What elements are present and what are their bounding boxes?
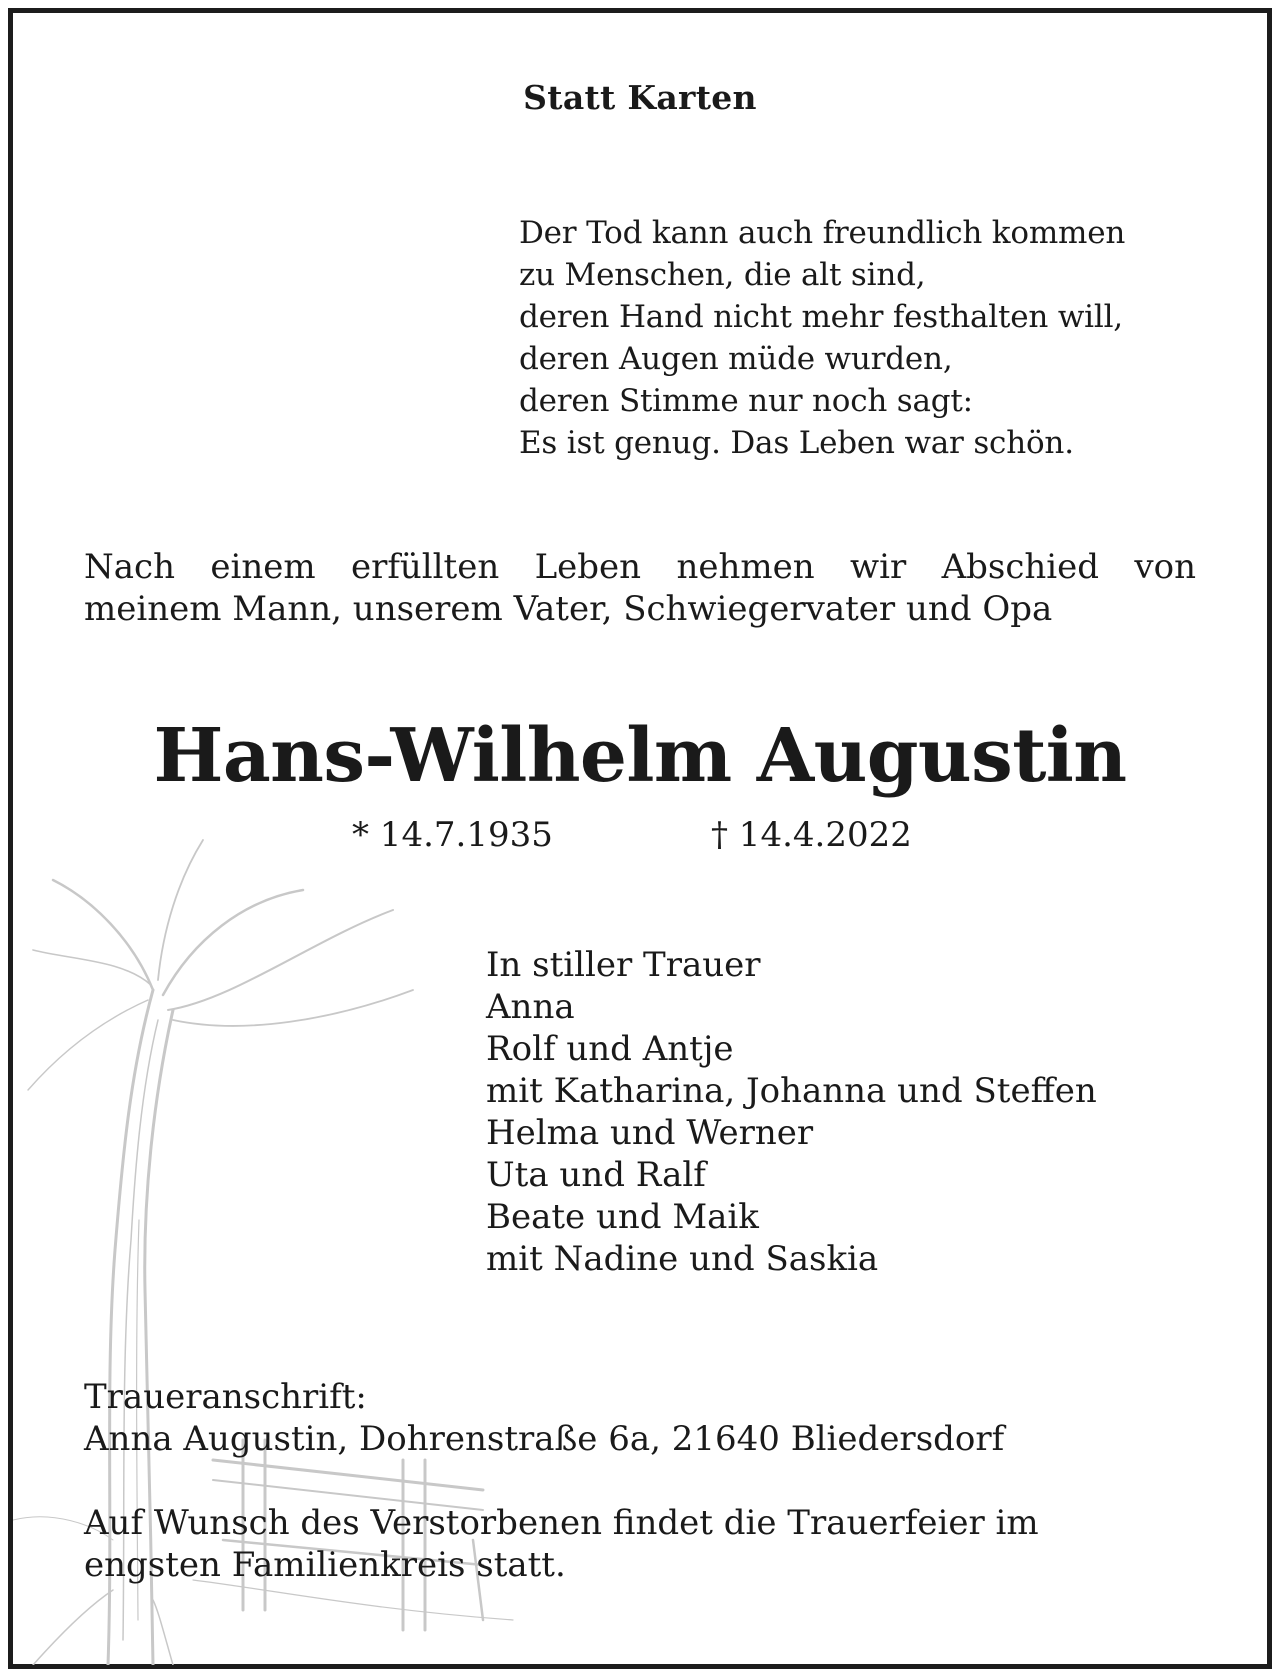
mourning-line: In stiller Trauer [486,945,761,985]
notice-heading: Statt Karten [523,78,757,117]
death-date: † 14.4.2022 [711,815,912,855]
note-line: Auf Wunsch des Verstorbenen findet die Trauerfeier im [84,1503,1039,1543]
poem-line: deren Augen müde wurden, [519,341,953,377]
mourner-name: mit Nadine und Saskia [486,1239,879,1279]
poem-line: Es ist genug. Das Leben war schön. [519,425,1074,461]
mourning-address [84,1376,1004,1460]
intro-line: Nach einem erfüllten Leben nehmen wir Abschied von [84,547,1196,587]
poem-line: Der Tod kann auch freundlich kommen [519,215,1126,251]
birth-date: * 14.7.1935 [352,815,553,855]
mourner-name: Anna [486,987,575,1027]
intro-text [84,546,1196,630]
funeral-note [84,1502,1196,1586]
poem-line: deren Hand nicht mehr festhalten will, [519,299,1123,335]
mourner-name: Rolf und Antje [486,1029,734,1069]
poem-line: deren Stimme nur noch sagt: [519,383,973,419]
mourner-name: mit Katharina, Johanna und Steffen [486,1071,1097,1111]
mourner-name: Helma und Werner [486,1113,814,1153]
address-line: Anna Augustin, Dohrenstraße 6a, 21640 Bliedersdorf [84,1419,1005,1459]
address-label: Traueranschrift: [84,1377,367,1417]
poem [519,212,1125,464]
deceased-name: Hans-Wilhelm Augustin [153,713,1127,799]
note-line: engsten Familienkreis statt. [84,1545,566,1585]
mourner-name: Uta und Ralf [486,1155,706,1195]
poem-line: zu Menschen, die alt sind, [519,257,926,293]
intro-line: meinem Mann, unserem Vater, Schwiegervater und Opa [84,589,1053,629]
mourners-block [486,944,1097,1280]
mourner-name: Beate und Maik [486,1197,759,1237]
